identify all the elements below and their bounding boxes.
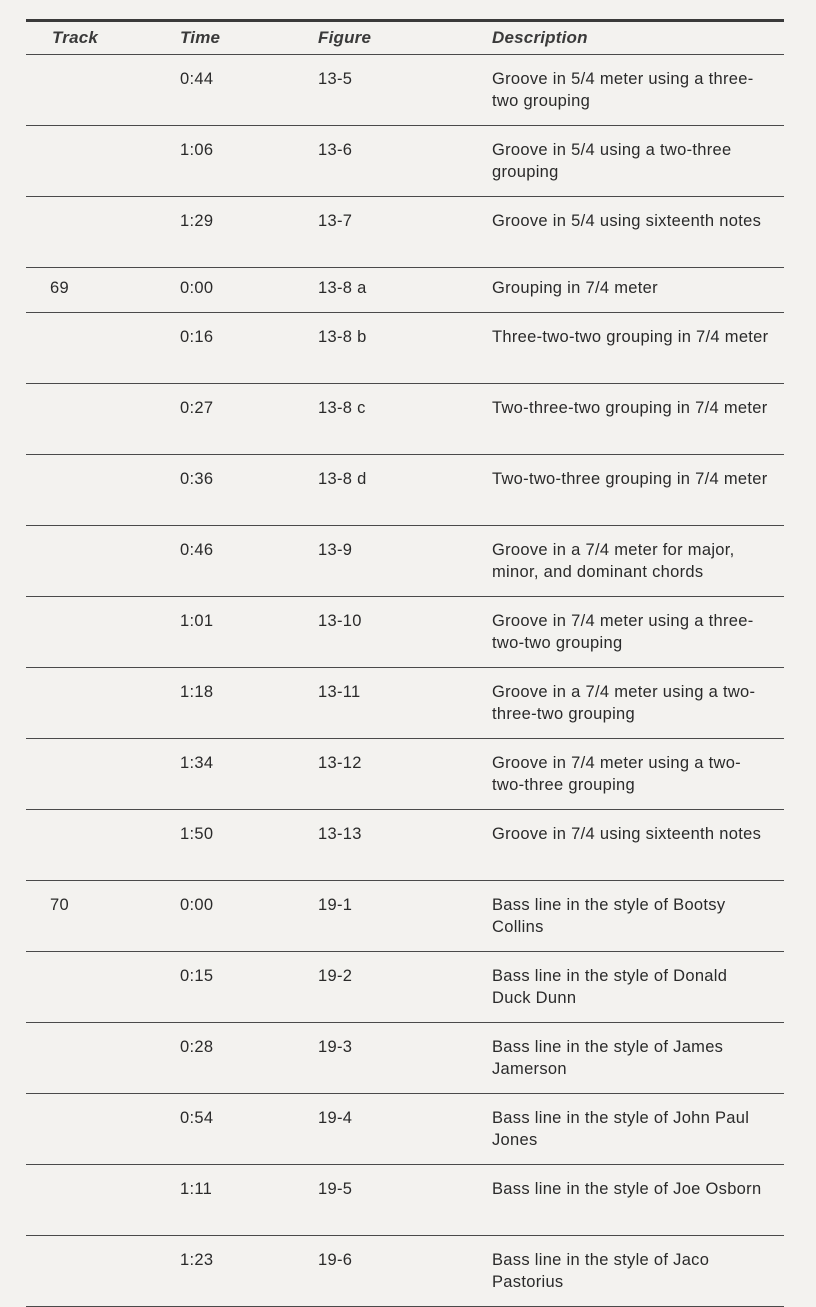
cell-time: 0:54 — [166, 1094, 306, 1165]
cell-track: 70 — [26, 881, 166, 952]
cell-time: 1:18 — [166, 668, 306, 739]
cell-track — [26, 313, 166, 384]
cell-figure: 19-2 — [306, 952, 476, 1023]
table-row — [26, 455, 784, 526]
cell-track — [26, 1023, 166, 1094]
cell-time: 0:36 — [166, 455, 306, 526]
cell-track — [26, 952, 166, 1023]
cell-time: 1:34 — [166, 739, 306, 810]
cell-track — [26, 1236, 166, 1307]
cell-track — [26, 810, 166, 881]
cell-description: Two-three-two grouping in 7/4 meter — [476, 384, 784, 455]
table-row — [26, 952, 784, 1023]
cell-figure: 13-8 c — [306, 384, 476, 455]
table-body — [26, 55, 784, 1307]
cell-track — [26, 55, 166, 126]
cell-track — [26, 197, 166, 268]
cell-time: 0:15 — [166, 952, 306, 1023]
cell-description: Bass line in the style of Joe Osborn — [476, 1165, 784, 1236]
cell-description: Groove in 5/4 meter using a three-two grouping — [476, 55, 784, 126]
cell-track — [26, 126, 166, 197]
cell-figure: 13-8 a — [306, 268, 476, 313]
cell-time: 1:11 — [166, 1165, 306, 1236]
cell-time: 1:23 — [166, 1236, 306, 1307]
table-row — [26, 668, 784, 739]
cell-time: 0:16 — [166, 313, 306, 384]
cell-description: Grouping in 7/4 meter — [476, 268, 784, 313]
cell-description: Bass line in the style of James Jamerson — [476, 1023, 784, 1094]
cell-track — [26, 1094, 166, 1165]
cell-description: Groove in 7/4 meter using a two-two-three grouping — [476, 739, 784, 810]
cell-figure: 19-3 — [306, 1023, 476, 1094]
cell-description: Groove in 7/4 using sixteenth notes — [476, 810, 784, 881]
cell-figure: 13-12 — [306, 739, 476, 810]
table-row — [26, 197, 784, 268]
header-figure: Figure — [306, 22, 476, 55]
cell-description: Groove in 5/4 using sixteenth notes — [476, 197, 784, 268]
cell-track — [26, 384, 166, 455]
header-description: Description — [476, 22, 784, 55]
cell-track — [26, 526, 166, 597]
header-row — [26, 22, 784, 55]
table-row — [26, 313, 784, 384]
cell-figure: 19-1 — [306, 881, 476, 952]
cell-description: Three-two-two grouping in 7/4 meter — [476, 313, 784, 384]
cell-track — [26, 739, 166, 810]
cell-figure: 13-10 — [306, 597, 476, 668]
cell-track: 69 — [26, 268, 166, 313]
cell-time: 0:00 — [166, 268, 306, 313]
cell-figure: 19-4 — [306, 1094, 476, 1165]
table-row — [26, 1165, 784, 1236]
cell-description: Groove in 5/4 using a two-three grouping — [476, 126, 784, 197]
cell-track — [26, 1165, 166, 1236]
track-listing-table — [26, 22, 784, 1307]
cell-figure: 19-6 — [306, 1236, 476, 1307]
cell-track — [26, 597, 166, 668]
cell-track — [26, 455, 166, 526]
cell-figure: 13-13 — [306, 810, 476, 881]
table-row — [26, 1023, 784, 1094]
table-row — [26, 739, 784, 810]
table-row — [26, 1236, 784, 1307]
cell-figure: 13-7 — [306, 197, 476, 268]
cell-figure: 13-8 b — [306, 313, 476, 384]
cell-figure: 19-5 — [306, 1165, 476, 1236]
cell-figure: 13-11 — [306, 668, 476, 739]
cell-description: Bass line in the style of John Paul Jones — [476, 1094, 784, 1165]
cell-track — [26, 668, 166, 739]
cell-figure: 13-9 — [306, 526, 476, 597]
table-row — [26, 268, 784, 313]
cell-time: 1:29 — [166, 197, 306, 268]
cell-description: Bass line in the style of Jaco Pastorius — [476, 1236, 784, 1307]
cell-description: Groove in 7/4 meter using a three-two-two grouping — [476, 597, 784, 668]
cell-description: Bass line in the style of Bootsy Collins — [476, 881, 784, 952]
cell-time: 0:00 — [166, 881, 306, 952]
table-row — [26, 526, 784, 597]
cell-description: Groove in a 7/4 meter for major, minor, and dominant chords — [476, 526, 784, 597]
table-row — [26, 384, 784, 455]
cell-description: Bass line in the style of Donald Duck Dunn — [476, 952, 784, 1023]
cell-time: 1:01 — [166, 597, 306, 668]
cell-figure: 13-5 — [306, 55, 476, 126]
table-row — [26, 597, 784, 668]
cell-time: 1:06 — [166, 126, 306, 197]
cell-figure: 13-6 — [306, 126, 476, 197]
cell-time: 0:44 — [166, 55, 306, 126]
header-track: Track — [26, 22, 166, 55]
cell-description: Groove in a 7/4 meter using a two-three-two grouping — [476, 668, 784, 739]
cell-description: Two-two-three grouping in 7/4 meter — [476, 455, 784, 526]
table-row — [26, 1094, 784, 1165]
table-header — [26, 22, 784, 55]
cell-time: 0:46 — [166, 526, 306, 597]
table-row — [26, 55, 784, 126]
cell-time: 0:27 — [166, 384, 306, 455]
cell-time: 1:50 — [166, 810, 306, 881]
table-row — [26, 810, 784, 881]
cell-figure: 13-8 d — [306, 455, 476, 526]
table-row — [26, 126, 784, 197]
cell-time: 0:28 — [166, 1023, 306, 1094]
header-time: Time — [166, 22, 306, 55]
table-row — [26, 881, 784, 952]
